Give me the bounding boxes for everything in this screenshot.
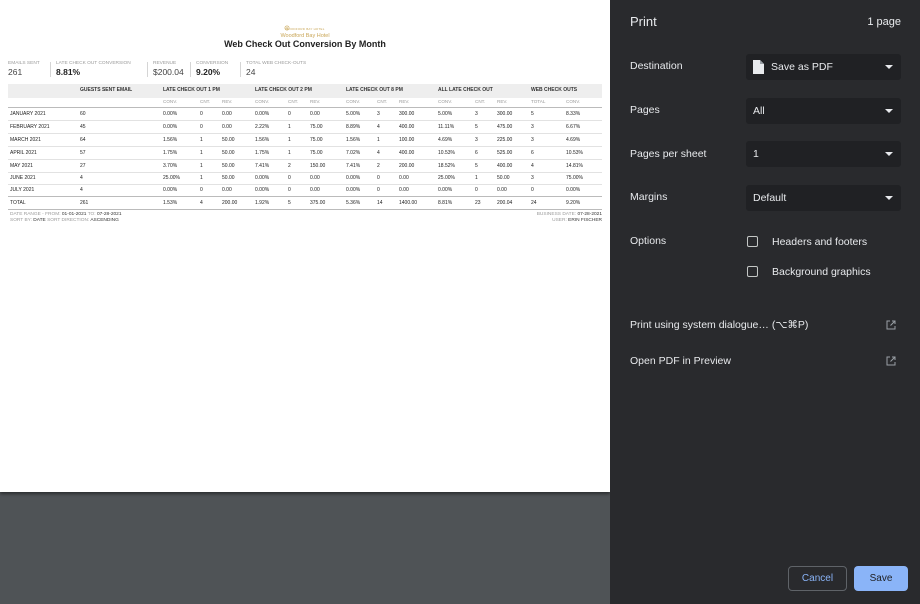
table-cell: 0.00 xyxy=(310,187,320,193)
open-pdf-preview-link[interactable]: Open PDF in Preview xyxy=(630,355,731,367)
table-cell: 0.00% xyxy=(163,187,178,193)
table-cell: 4 xyxy=(80,175,83,181)
external-link-icon[interactable] xyxy=(886,356,896,366)
stat-label: CONVERSION xyxy=(196,61,229,66)
table-sub-header: REV. xyxy=(310,99,321,104)
table-cell: 0 xyxy=(531,187,534,193)
table-rule xyxy=(8,196,602,197)
system-dialog-link[interactable]: Print using system dialogue… (⌥⌘P) xyxy=(630,319,809,331)
footer-label: SORT BY: xyxy=(10,218,32,223)
table-cell: 0.00% xyxy=(163,111,178,117)
table-cell: 50.00 xyxy=(222,163,235,169)
table-cell: 6 xyxy=(531,150,534,156)
table-cell: 3 xyxy=(531,175,534,181)
stat-revenue xyxy=(153,61,184,77)
footer-label: USER: xyxy=(552,218,567,223)
table-cell: 0.00 xyxy=(497,187,507,193)
table-cell: 0.00 xyxy=(310,175,320,181)
footer-date-from: 01-01-2021 xyxy=(61,212,87,217)
table-cell: 2 xyxy=(288,163,291,169)
table-cell: 1 xyxy=(475,175,478,181)
table-cell: 0.00% xyxy=(255,111,270,117)
table-cell: 3 xyxy=(475,137,478,143)
table-cell: 50.00 xyxy=(222,175,235,181)
table-cell: 0.00 xyxy=(399,175,409,181)
headers-footers-label[interactable]: Headers and footers xyxy=(772,236,868,248)
table-cell: 400.00 xyxy=(497,163,513,169)
table-sub-header: TOTAL xyxy=(531,99,546,104)
table-cell: 1.75% xyxy=(255,150,270,156)
headers-footers-checkbox[interactable] xyxy=(747,236,758,247)
table-cell: 4.69% xyxy=(566,137,581,143)
stat-late-checkout-conversion xyxy=(56,61,131,77)
destination-label: Destination xyxy=(630,60,683,72)
table-sub-header: CONV. xyxy=(163,99,178,104)
table-rule xyxy=(8,120,602,121)
pages-select[interactable] xyxy=(746,98,901,124)
table-cell: 14.81% xyxy=(566,163,583,169)
table-cell: 525.00 xyxy=(497,150,513,156)
stat-label: REVENUE xyxy=(153,61,177,66)
table-sub-header: CONV. xyxy=(566,99,581,104)
options-label: Options xyxy=(630,235,667,247)
table-cell: 5 xyxy=(475,124,478,130)
table-cell: 9.20% xyxy=(566,200,581,206)
table-cell: 27 xyxy=(80,163,86,169)
table-cell: 1.56% xyxy=(346,137,361,143)
table-cell: 0 xyxy=(288,187,291,193)
footer-label: DATE RANGE - FROM: xyxy=(10,212,61,217)
table-cell: 0.00 xyxy=(222,124,232,130)
table-cell: 0 xyxy=(377,175,380,181)
stat-value: $200.04 xyxy=(153,67,184,77)
table-sub-header: CNT. xyxy=(200,99,211,104)
stat-divider xyxy=(147,62,148,77)
table-cell: 45 xyxy=(80,124,86,130)
table-cell: 200.00 xyxy=(399,163,415,169)
table-cell: 1 xyxy=(200,137,203,143)
table-rule xyxy=(8,107,602,108)
table-cell: 4 xyxy=(377,150,380,156)
table-sub-header: REV. xyxy=(399,99,410,104)
table-cell: 225.00 xyxy=(497,137,513,143)
table-cell: 50.00 xyxy=(222,137,235,143)
table-cell: 0.00% xyxy=(438,187,453,193)
chevron-down-icon xyxy=(885,196,893,200)
table-cell: 75.00 xyxy=(310,137,323,143)
table-cell: 1 xyxy=(377,137,380,143)
table-rule xyxy=(8,146,602,147)
table-cell: 0 xyxy=(288,111,291,117)
table-cell: 1.92% xyxy=(255,200,270,206)
table-cell: 24 xyxy=(531,200,537,206)
table-cell: 0 xyxy=(200,111,203,117)
stat-total-web-checkouts xyxy=(246,61,306,77)
table-cell: 0.00% xyxy=(255,187,270,193)
table-cell: 57 xyxy=(80,150,86,156)
table-cell: 75.00 xyxy=(310,124,323,130)
table-cell: 5 xyxy=(288,200,291,206)
table-group-header: ALL LATE CHECK OUT xyxy=(438,87,493,93)
stat-label: TOTAL WEB CHECK-OUTS xyxy=(246,61,307,66)
table-cell: 75.00 xyxy=(310,150,323,156)
table-row-label: TOTAL xyxy=(10,200,26,206)
table-cell: 300.00 xyxy=(497,111,513,117)
table-cell: 100.00 xyxy=(399,137,415,143)
destination-value: Save as PDF xyxy=(771,61,833,73)
table-cell: 4 xyxy=(377,124,380,130)
chevron-down-icon xyxy=(885,152,893,156)
pages-per-sheet-select[interactable] xyxy=(746,141,901,167)
table-rule xyxy=(8,209,602,210)
table-sub-header: CNT. xyxy=(288,99,299,104)
stat-emails-sent xyxy=(8,61,40,77)
table-cell: 5.36% xyxy=(346,200,361,206)
table-sub-header: REV. xyxy=(222,99,233,104)
table-row-label: MARCH 2021 xyxy=(10,137,41,143)
margins-select[interactable] xyxy=(746,185,901,211)
table-row-label: FEBRUARY 2021 xyxy=(10,124,50,130)
table-cell: 1 xyxy=(288,150,291,156)
table-cell: 1.53% xyxy=(163,200,178,206)
table-rule xyxy=(8,184,602,185)
table-cell: 375.00 xyxy=(310,200,326,206)
footer-business-date-value: 07-28-2021 xyxy=(577,212,602,217)
table-cell: 261 xyxy=(80,200,89,206)
table-cell: 11.11% xyxy=(438,124,455,130)
footer-user-value: ERIN FISCHER xyxy=(568,218,602,223)
table-cell: 0.00 xyxy=(222,111,232,117)
table-cell: 0.00% xyxy=(566,187,581,193)
table-cell: 1.56% xyxy=(163,137,178,143)
table-cell: 1 xyxy=(288,124,291,130)
table-sub-header: CNT. xyxy=(377,99,388,104)
table-cell: 50.00 xyxy=(497,175,510,181)
footer-date-range xyxy=(10,212,122,217)
table-cell: 4 xyxy=(531,163,534,169)
background-graphics-label[interactable]: Background graphics xyxy=(772,266,871,278)
table-cell: 2 xyxy=(377,163,380,169)
table-cell: 75.00% xyxy=(566,175,583,181)
table-cell: 0.00 xyxy=(399,187,409,193)
stat-divider xyxy=(240,62,241,77)
table-cell: 7.41% xyxy=(255,163,270,169)
stat-value: 8.81% xyxy=(56,67,81,77)
table-cell: 10.53% xyxy=(438,150,455,156)
table-cell: 8.33% xyxy=(566,111,581,117)
table-group-header: LATE CHECK OUT 1 PM xyxy=(163,87,220,93)
table-cell: 400.00 xyxy=(399,150,415,156)
table-cell: 14 xyxy=(377,200,383,206)
table-cell: 50.00 xyxy=(222,150,235,156)
margins-label: Margins xyxy=(630,191,668,203)
table-cell: 7.02% xyxy=(346,150,361,156)
table-cell: 200.04 xyxy=(497,200,513,206)
table-group-header: LATE CHECK OUT 2 PM xyxy=(255,87,312,93)
background-graphics-checkbox[interactable] xyxy=(747,266,758,277)
table-cell: 2.22% xyxy=(255,124,270,130)
external-link-icon[interactable] xyxy=(886,320,896,330)
table-cell: 5.00% xyxy=(346,111,361,117)
table-cell: 6.67% xyxy=(566,124,581,130)
table-group-header: WEB CHECK OUTS xyxy=(531,87,578,93)
table-cell: 0.00% xyxy=(163,124,178,130)
table-cell: 3 xyxy=(531,137,534,143)
stat-conversion xyxy=(196,61,228,77)
table-cell: 5 xyxy=(475,163,478,169)
table-cell: 25.00% xyxy=(438,175,455,181)
stat-divider xyxy=(190,62,191,77)
table-cell: 1.75% xyxy=(163,150,178,156)
footer-sort xyxy=(10,218,119,223)
print-settings-panel xyxy=(610,0,920,604)
table-cell: 3 xyxy=(475,111,478,117)
table-cell: 300.00 xyxy=(399,111,415,117)
footer-sort-by: DATE xyxy=(33,218,46,223)
table-cell: 8.89% xyxy=(346,124,361,130)
table-sub-header: CNT. xyxy=(475,99,486,104)
pages-value: All xyxy=(753,105,765,117)
stat-value: 24 xyxy=(246,67,256,77)
footer-date-to: 07-28-2021 xyxy=(96,212,122,217)
table-group-header: GUESTS SENT EMAIL xyxy=(80,87,133,93)
table-cell: 0 xyxy=(288,175,291,181)
table-cell: 475.00 xyxy=(497,124,513,130)
destination-select[interactable] xyxy=(746,54,901,80)
pages-per-sheet-label: Pages per sheet xyxy=(630,148,707,160)
table-cell: 200.00 xyxy=(222,200,238,206)
table-cell: 0 xyxy=(200,187,203,193)
table-row-label: JUNE 2021 xyxy=(10,175,36,181)
stat-label: EMAILS SENT xyxy=(8,61,40,66)
table-cell: 3 xyxy=(531,124,534,130)
table-cell: 6 xyxy=(475,150,478,156)
table-row-label: APRIL 2021 xyxy=(10,150,37,156)
table-cell: 1400.00 xyxy=(399,200,418,206)
table-cell: 0 xyxy=(377,187,380,193)
stat-value: 261 xyxy=(8,67,23,77)
table-cell: 23 xyxy=(475,200,481,206)
table-cell: 64 xyxy=(80,137,86,143)
table-cell: 4 xyxy=(80,187,83,193)
table-cell: 0.00% xyxy=(346,187,361,193)
table-cell: 0.00 xyxy=(310,111,320,117)
table-sub-header: REV. xyxy=(497,99,508,104)
table-cell: 5 xyxy=(531,111,534,117)
footer-business-date xyxy=(537,212,602,217)
hotel-logo-tagline: WOODFORD BAY HOTEL xyxy=(285,27,325,31)
table-cell: 3 xyxy=(377,111,380,117)
report-title: Web Check Out Conversion By Month xyxy=(224,39,386,49)
table-cell: 0.00% xyxy=(346,175,361,181)
table-cell: 4.69% xyxy=(438,137,453,143)
table-sub-header: CONV. xyxy=(255,99,270,104)
table-cell: 0 xyxy=(200,124,203,130)
table-row-label: JULY 2021 xyxy=(10,187,35,193)
table-cell: 18.52% xyxy=(438,163,455,169)
table-cell: 1 xyxy=(200,175,203,181)
table-cell: 1 xyxy=(200,150,203,156)
table-cell: 10.53% xyxy=(566,150,583,156)
table-cell: 25.00% xyxy=(163,175,180,181)
table-cell: 1.56% xyxy=(255,137,270,143)
footer-label: TO: xyxy=(87,212,96,217)
footer-user xyxy=(552,218,602,223)
margins-value: Default xyxy=(753,192,787,204)
table-rule xyxy=(8,133,602,134)
chevron-down-icon xyxy=(885,109,893,113)
table-rule xyxy=(8,159,602,160)
table-row-label: MAY 2021 xyxy=(10,163,33,169)
page-count: 1 page xyxy=(867,16,901,28)
table-sub-header: CONV. xyxy=(346,99,361,104)
stat-label: LATE CHECK OUT CONVERSION xyxy=(56,61,131,66)
hotel-name: Woodford Bay Hotel xyxy=(280,33,330,39)
table-cell: 1 xyxy=(200,163,203,169)
table-cell: 1 xyxy=(288,137,291,143)
chevron-down-icon xyxy=(885,65,893,69)
stat-divider xyxy=(50,62,51,77)
footer-label: BUSINESS DATE: xyxy=(536,212,577,217)
table-cell: 3.70% xyxy=(163,163,178,169)
table-cell: 8.81% xyxy=(438,200,453,206)
table-cell: 60 xyxy=(80,111,86,117)
save-button[interactable]: Save xyxy=(854,566,908,591)
table-cell: 150.00 xyxy=(310,163,326,169)
stat-value: 9.20% xyxy=(196,67,221,77)
pages-per-sheet-value: 1 xyxy=(753,148,759,160)
footer-sort-direction: ASCENDING xyxy=(90,218,119,223)
table-sub-header: CONV. xyxy=(438,99,453,104)
table-rule xyxy=(8,172,602,173)
cancel-button[interactable]: Cancel xyxy=(788,566,847,591)
table-cell: 4 xyxy=(200,200,203,206)
print-dialog-title: Print xyxy=(630,14,657,29)
footer-label: SORT DIRECTION: xyxy=(47,218,90,223)
table-cell: 7.41% xyxy=(346,163,361,169)
table-row-label: JANUARY 2021 xyxy=(10,111,46,117)
pages-label: Pages xyxy=(630,104,660,116)
file-icon xyxy=(753,60,764,74)
table-cell: 0.00 xyxy=(222,187,232,193)
table-cell: 0.00% xyxy=(255,175,270,181)
table-cell: 0 xyxy=(475,187,478,193)
table-cell: 5.00% xyxy=(438,111,453,117)
table-group-header: LATE CHECK OUT 8 PM xyxy=(346,87,403,93)
table-cell: 400.00 xyxy=(399,124,415,130)
